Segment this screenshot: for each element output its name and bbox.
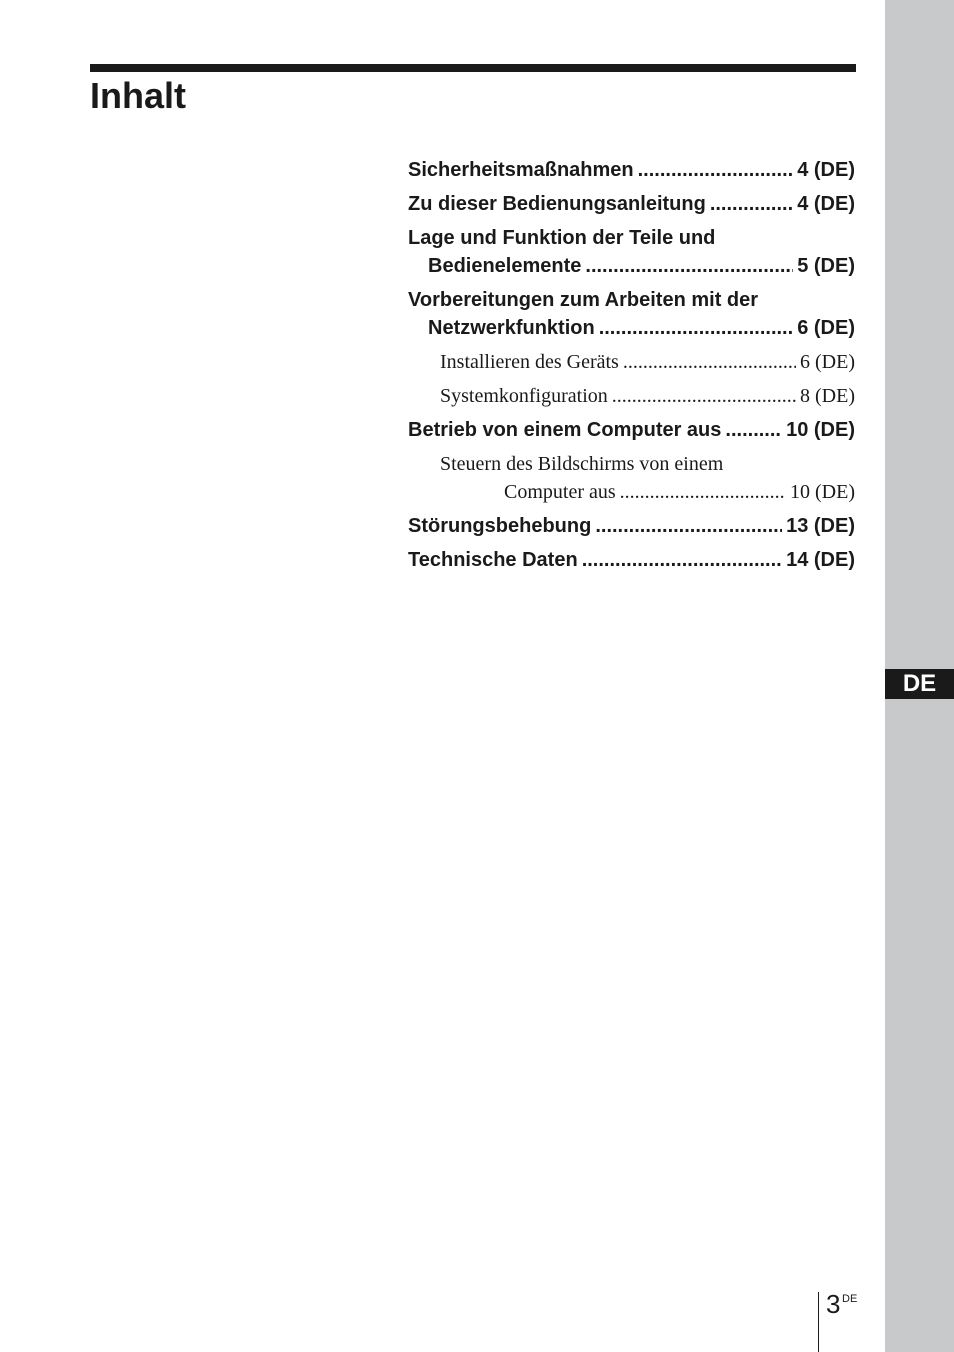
toc-entry-text: Zu dieser Bedienungsanleitung [408, 193, 706, 215]
toc-leader-dots [599, 314, 794, 342]
toc-entry-text: Technische Daten [408, 549, 578, 571]
toc-leader-dots [710, 190, 793, 218]
toc-page-ref: 8 (DE) [800, 385, 855, 407]
toc-entry [408, 512, 855, 540]
toc-entry [408, 450, 855, 506]
toc-leader-dots [623, 348, 796, 376]
toc-entry-text: Bedienelemente [428, 255, 582, 277]
toc-page-ref: 14 (DE) [786, 549, 855, 571]
toc-entry [408, 546, 855, 574]
table-of-contents [408, 156, 855, 580]
page-title: Inhalt [90, 75, 186, 116]
toc-entry [408, 190, 855, 218]
page-number-divider [818, 1292, 819, 1352]
toc-leader-dots [725, 416, 782, 444]
toc-entry [408, 416, 855, 444]
toc-page-ref: 6 (DE) [800, 351, 855, 373]
toc-entry-text: Computer aus [504, 481, 616, 503]
toc-entry [408, 286, 855, 342]
toc-entry [408, 224, 855, 280]
toc-page-ref: 6 (DE) [797, 317, 855, 339]
toc-entry-text: Netzwerkfunktion [428, 317, 595, 339]
toc-leader-dots [638, 156, 794, 184]
page-number-suffix: DE [842, 1293, 858, 1305]
title-rule [90, 64, 856, 72]
toc-entry [408, 348, 855, 376]
toc-entry [408, 156, 855, 184]
toc-entry-text: Installieren des Geräts [440, 351, 619, 373]
toc-entry-text: Sicherheitsmaßnahmen [408, 159, 634, 181]
toc-page-ref: 13 (DE) [786, 515, 855, 537]
toc-entry-text: Steuern des Bildschirms von einem [440, 453, 724, 475]
page-number: 3 [826, 1289, 841, 1319]
toc-page-ref: 10 (DE) [786, 419, 855, 441]
toc-leader-dots [585, 252, 793, 280]
toc-page-ref: 4 (DE) [797, 193, 855, 215]
toc-leader-dots [582, 546, 782, 574]
toc-leader-dots [595, 512, 782, 540]
toc-page-ref: 5 (DE) [797, 255, 855, 277]
toc-entry-text: Systemkonfiguration [440, 385, 608, 407]
language-tab: DE [885, 669, 954, 699]
toc-entry-text: Betrieb von einem Computer aus [408, 419, 722, 441]
toc-page-ref: 10 (DE) [790, 481, 855, 503]
toc-entry-text: Störungsbehebung [408, 515, 592, 537]
toc-entry [408, 382, 855, 410]
toc-entry-text: Vorbereitungen zum Arbeiten mit der [408, 289, 759, 311]
toc-leader-dots [612, 382, 796, 410]
toc-page-ref: 4 (DE) [797, 159, 855, 181]
toc-leader-dots [620, 478, 786, 506]
toc-entry-text: Lage und Funktion der Teile und [408, 227, 716, 249]
